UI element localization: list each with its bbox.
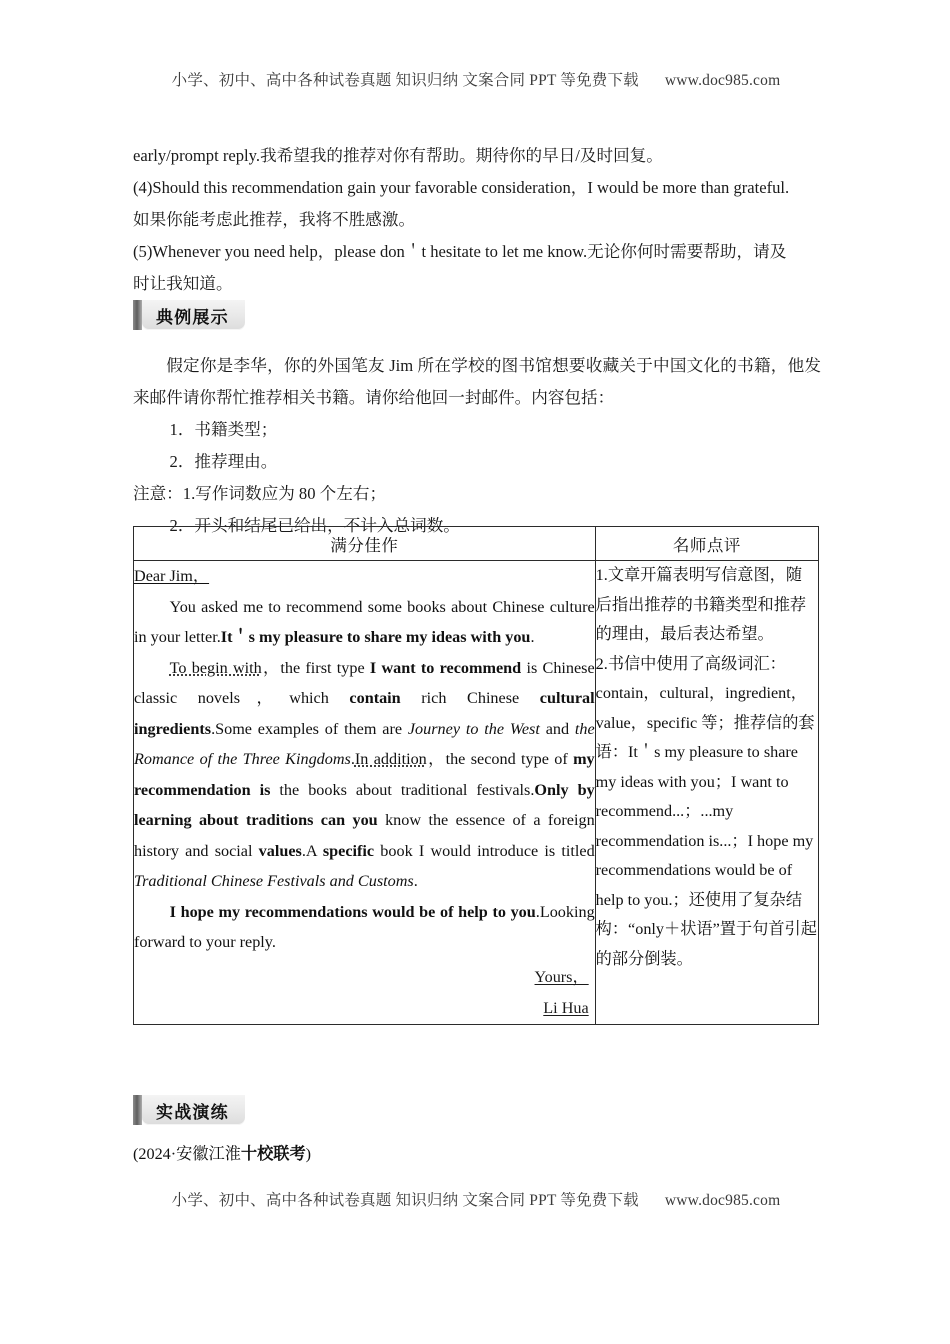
section-label-practice: 实战演练 bbox=[156, 1102, 229, 1123]
essay-p2-italic3: Traditional Chinese Festivals and Customs bbox=[134, 872, 414, 890]
comment-cell bbox=[595, 561, 818, 1025]
section-bar-accent bbox=[133, 300, 142, 330]
section-heading-practice bbox=[133, 1095, 245, 1125]
essay-p2-plain1: ，the first type bbox=[261, 658, 370, 677]
essay-salutation-text: Dear Jim， bbox=[134, 567, 210, 585]
essay-p3-bold1: I hope my recommendations would be of help to you bbox=[169, 902, 536, 921]
prompt-item-1: 1．书籍类型； bbox=[169, 420, 278, 439]
essay-p2-wavy1: To begin with bbox=[169, 658, 262, 677]
example-item-5-zh: 时让我知道。 bbox=[133, 274, 233, 293]
essay-p2-plain5: and bbox=[539, 719, 575, 738]
section-plate bbox=[142, 1095, 245, 1125]
essay-paragraph-1 bbox=[134, 592, 595, 653]
essay-p2-italic2: the Romance of the Three Kingdoms bbox=[134, 719, 595, 768]
example-line-3-tail: early/prompt reply.我希望我的推荐对你有帮助。期待你的早日/及时回复。 bbox=[133, 146, 663, 165]
source-suffix: ) bbox=[305, 1145, 312, 1163]
table-header-comment bbox=[595, 527, 818, 561]
essay-p2-bold5: Only by learning about traditions can you bbox=[134, 780, 595, 829]
model-essay-table bbox=[133, 526, 819, 1025]
writing-prompt bbox=[133, 350, 821, 542]
section-label-example-display: 典例展示 bbox=[156, 307, 229, 328]
essay-p2-plain7: ，the second type of bbox=[426, 750, 574, 768]
essay-p2-plain4: .Some examples of them are bbox=[211, 719, 408, 738]
running-footer-text: 小学、初中、高中各种试卷真题 知识归纳 文案合同 PPT 等免费下载 bbox=[171, 1192, 639, 1209]
running-header-url: www.doc985.com bbox=[664, 72, 781, 89]
essay-paragraph-2 bbox=[134, 653, 595, 897]
source-strong: 十校联考 bbox=[240, 1144, 306, 1163]
table-body-row bbox=[134, 561, 819, 1025]
essay-paragraph-3 bbox=[134, 897, 595, 958]
table-header-essay-label: 满分佳作 bbox=[330, 535, 399, 555]
essay-p1-plain1: You asked me to recommend some books about Chinese culture in your letter. bbox=[134, 597, 595, 646]
comment-point-2: 2.书信中使用了高级词汇：contain，cultural，ingredient，value，specific 等；推荐信的套语：It＇s my pleasure to share my ideas with you；I want to recommend...；...my recommendation is...；I hope my recommendations would be of help to you.；还使用了复杂结构：“only＋状语”置于句首引起的部分倒装。 bbox=[595, 654, 817, 968]
essay-p2-bold4: my recommendation is bbox=[134, 750, 595, 799]
essay-p1-plain2: . bbox=[530, 628, 535, 646]
table-header-row bbox=[134, 527, 819, 561]
section-plate bbox=[142, 300, 245, 330]
essay-p3-plain1: .Looking forward to your reply. bbox=[134, 902, 595, 951]
prompt-note-1: 注意：1.写作词数应为 80 个左右； bbox=[133, 484, 387, 503]
essay-signature bbox=[134, 993, 595, 1024]
source-prefix: (2024·安徽江淮 bbox=[133, 1145, 241, 1163]
essay-p2-bold1: I want to recommend bbox=[369, 658, 522, 677]
essay-p2-plain10: .A bbox=[301, 841, 323, 860]
essay-p2-plain2: is Chinese classic novels，which bbox=[134, 658, 595, 707]
comment-point-1: 1.文章开篇表明写信意图，随后指出推荐的书籍类型和推荐的理由，最后表达希望。 bbox=[595, 566, 807, 643]
essay-signoff bbox=[134, 962, 595, 993]
essay-p2-plain11: book I would introduce is titled bbox=[374, 841, 595, 860]
running-footer bbox=[133, 1188, 819, 1210]
running-header bbox=[133, 68, 819, 90]
essay-p2-bold6: values bbox=[258, 841, 302, 860]
example-item-5-en: (5)Whenever you need help，please don＇t hesitate to let me know.无论你何时需要帮助，请及 bbox=[133, 242, 787, 261]
essay-cell bbox=[134, 561, 596, 1025]
example-item-4-zh: 如果你能考虑此推荐，我将不胜感激。 bbox=[133, 210, 416, 229]
section-heading-example-display bbox=[133, 300, 245, 330]
essay-p2-bold2: contain bbox=[349, 689, 401, 707]
essay-p2-bold3: cultural ingredients bbox=[134, 689, 595, 738]
essay-p2-italic1: Journey to the West bbox=[407, 719, 540, 738]
essay-p1-bold1: It＇s my pleasure to share my ideas with you bbox=[220, 628, 531, 646]
running-header-text: 小学、初中、高中各种试卷真题 知识归纳 文案合同 PPT 等免费下载 bbox=[171, 72, 639, 89]
essay-p2-plain6: . bbox=[350, 750, 355, 768]
essay-p2-bold7: specific bbox=[322, 841, 375, 860]
section-bar-accent bbox=[133, 1095, 142, 1125]
essay-p2-wavy2: In addition bbox=[354, 750, 427, 768]
prompt-item-2: 2．推荐理由。 bbox=[169, 452, 278, 471]
essay-signoff-text: Yours， bbox=[534, 967, 589, 986]
essay-p2-plain9: know the essence of a foreign history and social bbox=[134, 811, 595, 860]
running-footer-url: www.doc985.com bbox=[664, 1192, 781, 1209]
continued-example-block bbox=[133, 140, 821, 300]
example-item-4-en: (4)Should this recommendation gain your favorable consideration，I would be more than grateful. bbox=[133, 178, 790, 197]
essay-salutation bbox=[134, 561, 595, 592]
table-header-essay bbox=[134, 527, 596, 561]
table-header-comment-label: 名师点评 bbox=[672, 535, 741, 555]
prompt-paragraph: 假定你是李华，你的外国笔友 Jim 所在学校的图书馆想要收藏关于中国文化的书籍，他发来邮件请你帮忙推荐相关书籍。请你给他回一封邮件。内容包括： bbox=[133, 356, 821, 407]
prompt-note-2: 2．开头和结尾已给出，不计入总词数。 bbox=[169, 516, 460, 535]
exam-source-line bbox=[133, 1140, 311, 1164]
essay-p2-plain8: the books about traditional festivals. bbox=[270, 780, 535, 799]
essay-p2-plain3: rich Chinese bbox=[400, 689, 540, 707]
essay-signature-text: Li Hua bbox=[543, 998, 589, 1017]
essay-p2-plain12: . bbox=[413, 872, 418, 890]
